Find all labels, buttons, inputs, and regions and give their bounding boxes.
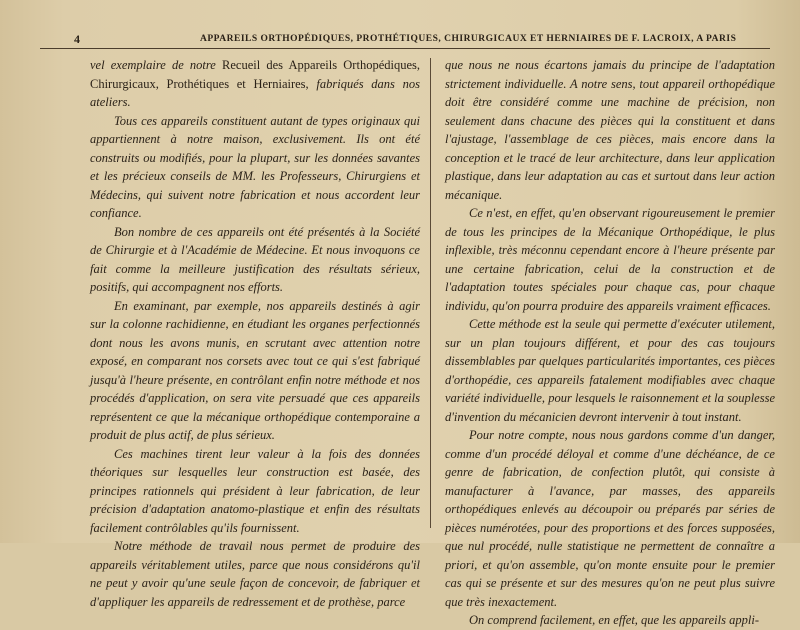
page-number: 4 bbox=[74, 32, 81, 46]
text-run: vel exemplaire de notre bbox=[90, 58, 223, 72]
paragraph: Cette méthode est la seule qui permette d'exécuter utilement, sur un plan toujours différent, et pour des cas toujours dissemblables par quelques particularités importantes, ces pièces d'orthopédie, ces appareils fatalement modifiables avec chaque variété individuelle, pour lesquels le raisonnement et la souplesse d'invention du mécanicien devront intervenir à tout instant. bbox=[445, 317, 775, 424]
text-run: fabriqués dans nos ateliers. bbox=[90, 76, 420, 109]
paragraph: Ces machines tirent leur valeur à la fois des données théoriques sur lesquelles leur construction est basée, des principes rationnels qui président à leur fabrication, de leur précision d'adaptation anatomo-plastique et enfin des résultats facilement contrôlables qu'ils fournissent. bbox=[90, 446, 420, 535]
page-header bbox=[40, 32, 770, 49]
paragraph: que nous ne nous écartons jamais du principe de l'adaptation strictement individuelle. A notre sens, tout appareil orthopédique doit être considéré comme une machine de précision, non seulement dans chacune des pièces qui la constituent et dans l'ajustage, l'assemblage de ces pièces, mais encore dans la conception et le tracé de leur architecture, dans leur application plastique, dans leur adaptation au cas et surtout dans leur action mécanique. bbox=[445, 58, 775, 202]
paragraph: Bon nombre de ces appareils ont été présentés à la Société de Chirurgie et à l'Académie de Médecine. Et nous invoquons ce fait comme la meilleure justification des résultats sérieux, positifs, qui accompagnent nos efforts. bbox=[90, 224, 420, 294]
running-head: APPAREILS ORTHOPÉDIQUES, PROTHÉTIQUES, CHIRURGICAUX ET HERNIAIRES DE F. LACROIX, A PARIS bbox=[200, 34, 737, 44]
column-divider bbox=[430, 58, 431, 528]
right-column bbox=[445, 56, 775, 630]
paragraph: En examinant, par exemple, nos appareils destinés à agir sur la colonne rachidienne, en étudiant les organes perfectionnés dont nous les avons munis, en scrutant avec attention notre exposé, en comparant nos corsets avec tout ce qui s'est fabriqué jusqu'à l'heure présente, en contrôlant enfin notre méthode et nos procédés d'application, on sera vite persuadé que ces appareils représentent ce que la mécanique orthopédique contemporaine a produit de plus actif, de plus sérieux. bbox=[90, 298, 420, 442]
paragraph: Tous ces appareils constituent autant de types originaux qui appartiennent à notre maison, exclusivement. Ils ont été construits ou modifiés, pour la plupart, sur les données savantes et les précieux conseils de MM. les Professeurs, Chirurgiens et Médecins, qui suivent notre fabrication et nous accordent leur confiance. bbox=[90, 113, 420, 220]
book-title: Recueil des Appareils Orthopédiques, Chirurgicaux, Prothétiques et Herniaires, bbox=[90, 58, 421, 91]
paragraph: On comprend facilement, en effet, que les appareils appli- bbox=[469, 613, 759, 627]
paragraph: Notre méthode de travail nous permet de produire des appareils véritablement utiles, parce que nous considérons qu'il ne peut y avoir qu'une seule façon de concevoir, de fabriquer et d'appliquer les appareils de redressement et de prothèse, parce bbox=[90, 539, 420, 609]
left-column bbox=[90, 56, 420, 611]
paragraph bbox=[90, 56, 420, 112]
paragraph: Pour notre compte, nous nous gardons comme d'un danger, comme d'un procédé déloyal et comme d'une déchéance, de ce genre de fabrication, de confection plutôt, qui consiste à manufacturer à l'avance, par masses, des appareils orthopédiques enlevés au découpoir ou préparés par séries de pièces numérotées, pour des proportions et des forces supposées, que nul procédé, nulle statistique ne permettent de connaître a priori, et qu'on assemble, qu'on monte ensuite pour le premier cas qui se présente et sur des mesures qu'on ne peut plus suivre que très inexactement. bbox=[445, 428, 775, 609]
paragraph: Ce n'est, en effet, qu'en observant rigoureusement le premier de tous les principes de la Mécanique Orthopédique, le plus inflexible, très méconnu cependant encore à l'heure présente par une certaine fabrication, celui de la construction et de l'adaptation toutes spéciales pour chaque cas, pour chaque individu, qu'on pourra produire des appareils vraiment efficaces. bbox=[445, 206, 775, 313]
